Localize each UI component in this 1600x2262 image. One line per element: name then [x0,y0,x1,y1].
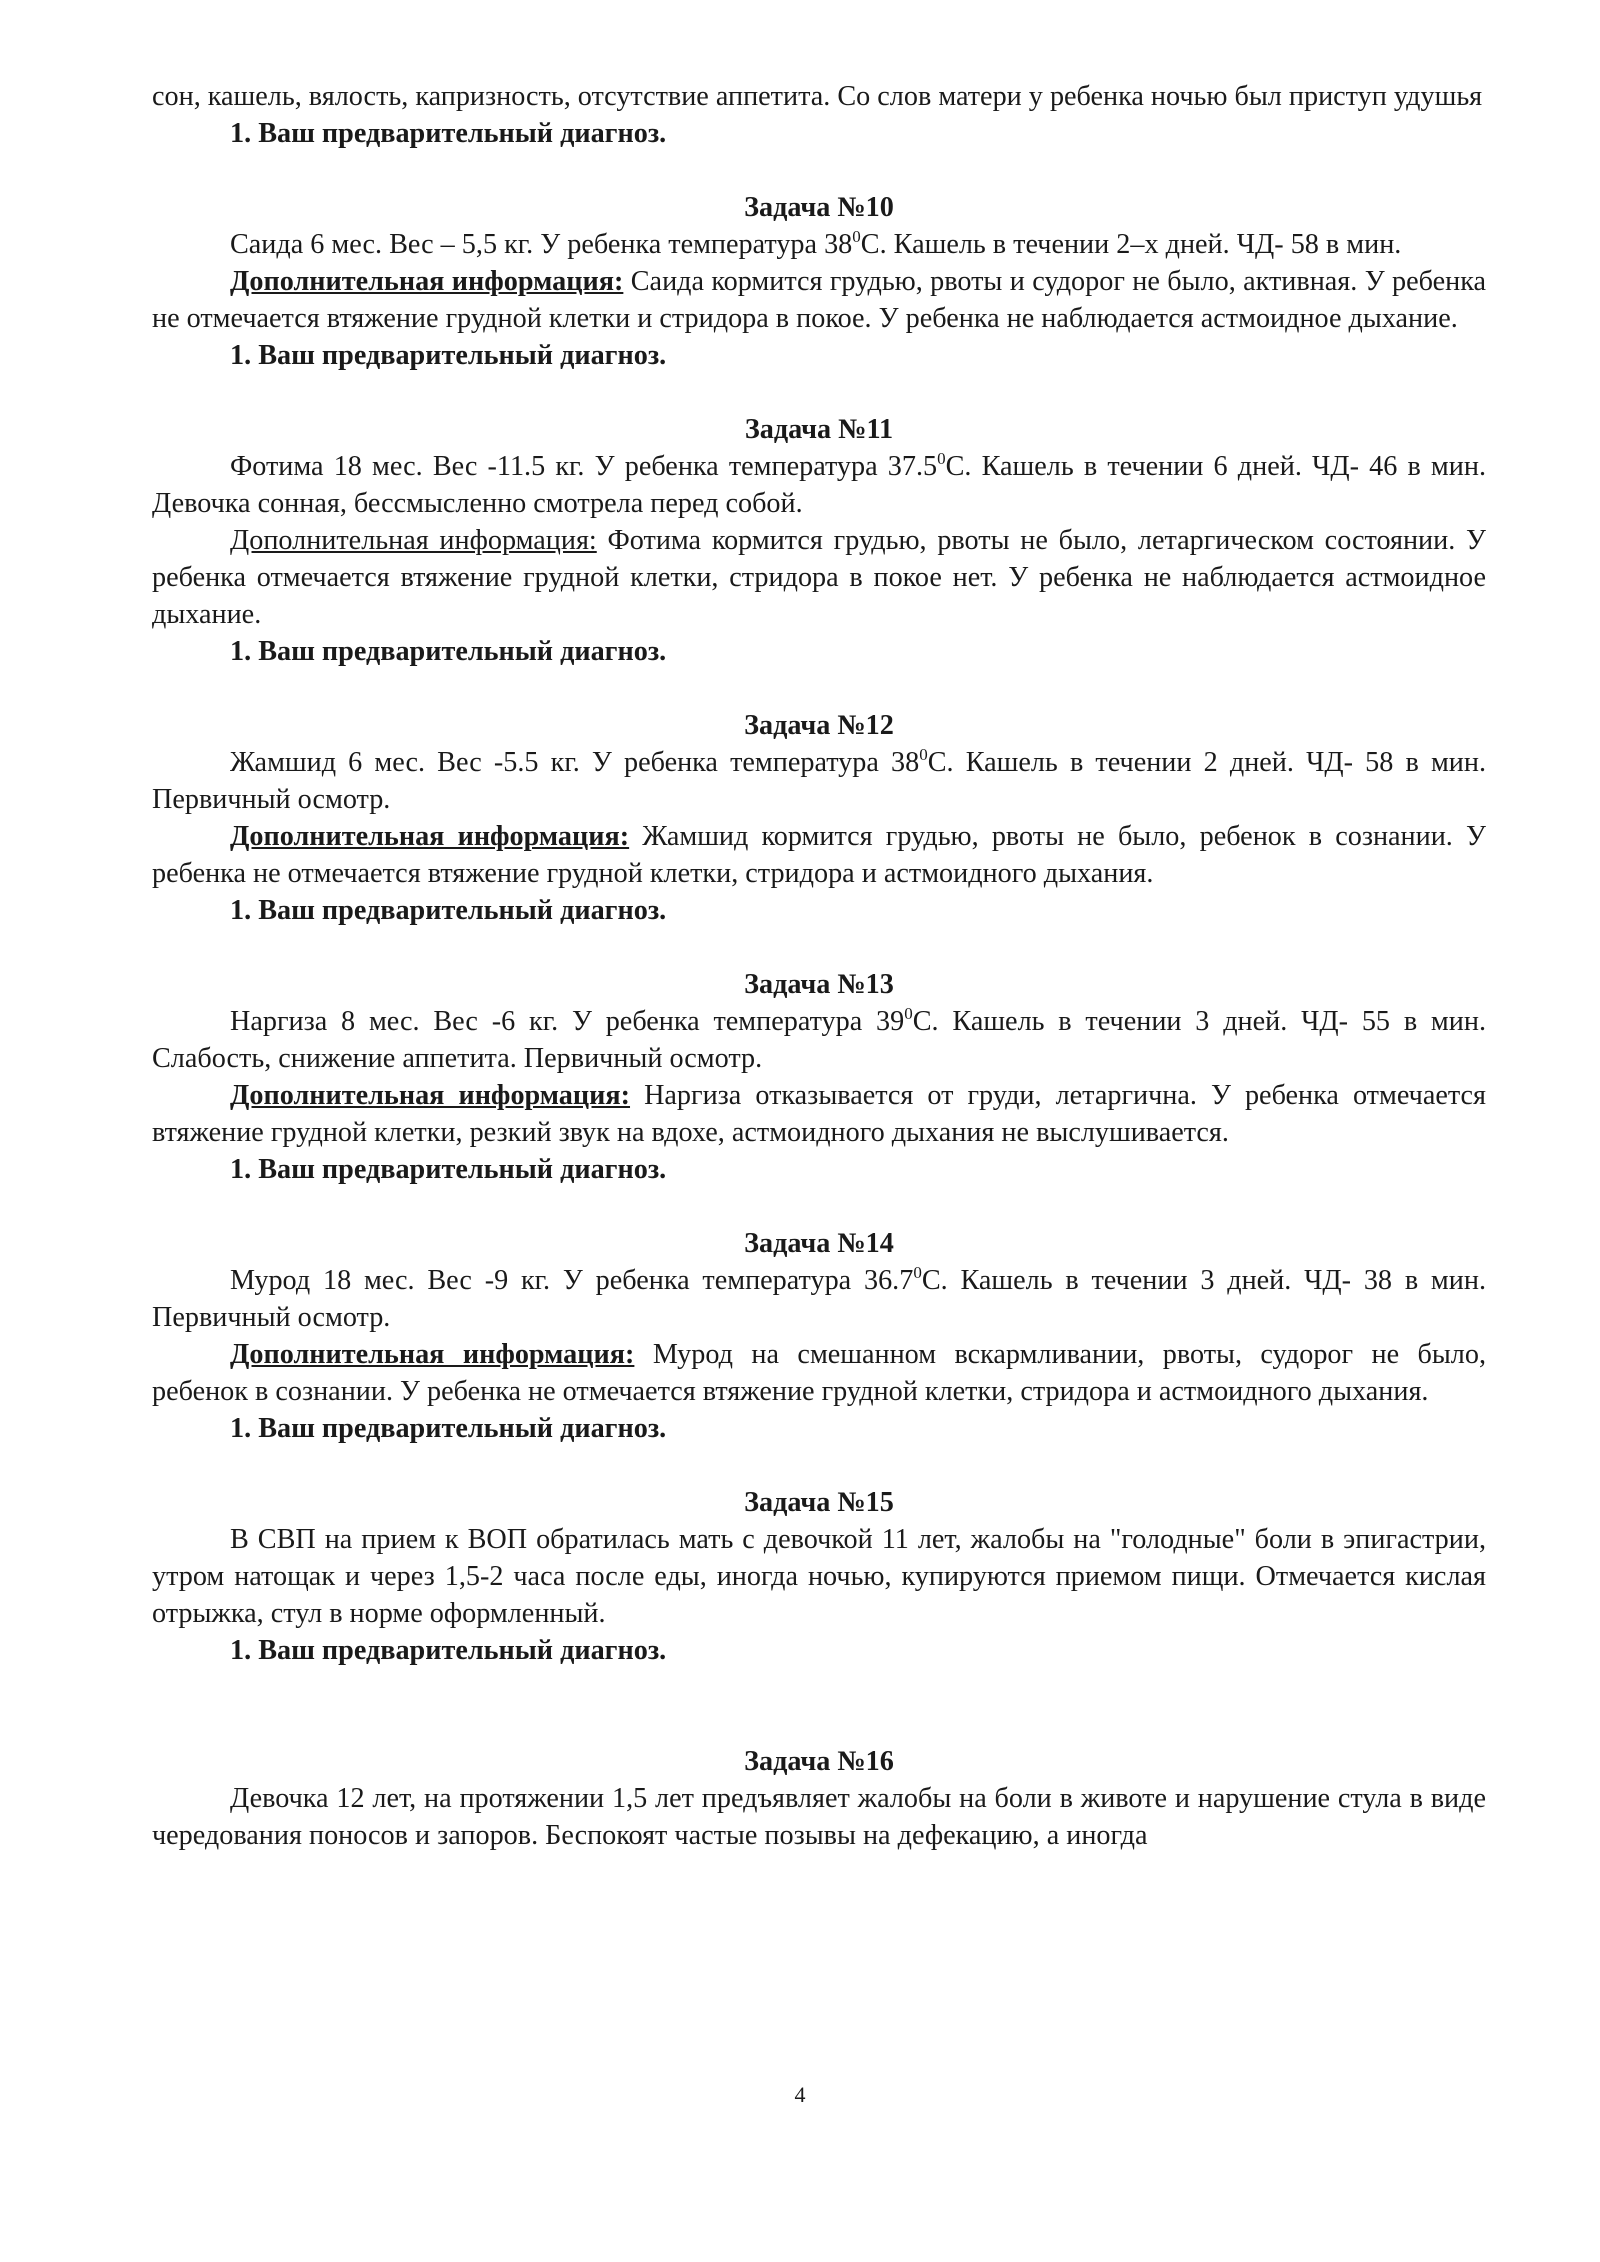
task-11-question: 1. Ваш предварительный диагноз. [230,636,667,667]
task-14-title: Задача №14 [744,1228,894,1259]
task-13-title: Задача №13 [744,969,894,1000]
task-10-question: 1. Ваш предварительный диагноз. [230,340,667,371]
additional-info-label: Дополнительная информация: [230,266,624,297]
task-16-title: Задача №16 [744,1746,894,1777]
document-page [152,78,1486,1854]
task-11-body: Фотима 18 мес. Вес -11.5 кг. У ребенка температура 37.5$^0$С. Кашель в течении 6 дней. ЧД- 46 в мин. Девочка сонная, бессмысленно смотрела перед собой. [152,449,1486,519]
task-10-title: Задача №10 [744,192,894,223]
additional-info-label: Дополнительная информация: [230,1080,631,1111]
task-10-body: Саида 6 мес. Вес – 5,5 кг. У ребенка температура $38^0С$. Кашель в течении 2–х дней. ЧД- 58 в мин. [230,227,1402,260]
task-11-additional: Дополнительная информация: Фотима кормится грудью, рвоты не было, летаргическом состоянии. У ребенка отмечается втяжение грудной клетки, стридора в покое нет. У ребенка не наблюдается астмоидное дыхание. [152,525,1486,630]
task-12-title: Задача №12 [744,710,894,741]
intro-text: сон, кашель, вялость, капризность, отсутствие аппетита. Со слов матери у ребенка ночью был приступ удушья [152,81,1483,112]
task-14-question: 1. Ваш предварительный диагноз. [230,1413,667,1444]
task-10-additional: Дополнительная информация: Саида кормится грудью, рвоты и судорог не было, активная. У ребенка не отмечается втяжение грудной клетки и стридора в покое. У ребенка не наблюдается астмоидное дыхание. [152,266,1486,334]
additional-info-label: Дополнительная информация: [230,525,597,556]
intro-question: 1. Ваш предварительный диагноз. [230,118,667,149]
task-12-question: 1. Ваш предварительный диагноз. [230,895,667,926]
page-number: 4 [794,2082,806,2107]
task-15-question: 1. Ваш предварительный диагноз. [230,1635,667,1666]
task-13-body: Наргиза 8 мес. Вес -6 кг. У ребенка температура $39^0С$. Кашель в течении 3 дней. ЧД- 55 в мин. Слабость, снижение аппетита. Первичный осмотр. [152,1004,1486,1074]
task-12-additional: Дополнительная информация: Жамшид кормится грудью, рвоты не было, ребенок в сознании. У ребенка не отмечается втяжение грудной клетки, стридора и астмоидного дыхания. [152,821,1486,889]
additional-info-label: Дополнительная информация: [230,1339,635,1370]
task-15-title: Задача №15 [744,1487,894,1518]
task-16-body: Девочка 12 лет, на протяжении 1,5 лет предъявляет жалобы на боли в животе и нарушение стула в виде чередования поносов и запоров. Беспокоят частые позывы на дефекацию, а иногда [152,1783,1486,1851]
task-12-body: Жамшид 6 мес. Вес -5.5 кг. У ребенка температура $38^0С$. Кашель в течении 2 дней. ЧД- 58 в мин. Первичный осмотр. [152,745,1486,815]
additional-info-label: Дополнительная информация: [230,821,630,852]
task-15-body: В СВП на прием к ВОП обратилась мать с девочкой 11 лет, жалобы на "голодные" боли в эпигастрии, утром натощак и через 1,5-2 часа после еды, иногда ночью, купируются приемом пищи. Отмечается кислая отрыжка, стул в норме оформленный. [152,1524,1486,1629]
task-13-question: 1. Ваш предварительный диагноз. [230,1154,667,1185]
task-13-additional: Дополнительная информация: Наргиза отказывается от груди, летаргична. У ребенка отмечается втяжение грудной клетки, резкий звук на вдохе, астмоидного дыхания не выслушивается. [152,1080,1486,1148]
task-11-title: Задача №11 [744,414,894,445]
task-14-body: Мурод 18 мес. Вес -9 кг. У ребенка температура 36.7$^0$С. Кашель в течении 3 дней. ЧД- 38 в мин. Первичный осмотр. [152,1263,1486,1333]
task-14-additional: Дополнительная информация: Мурод на смешанном вскармливании, рвоты, судорог не было, ребенок в сознании. У ребенка не отмечается втяжение грудной клетки, стридора и астмоидного дыхания. [152,1339,1486,1407]
